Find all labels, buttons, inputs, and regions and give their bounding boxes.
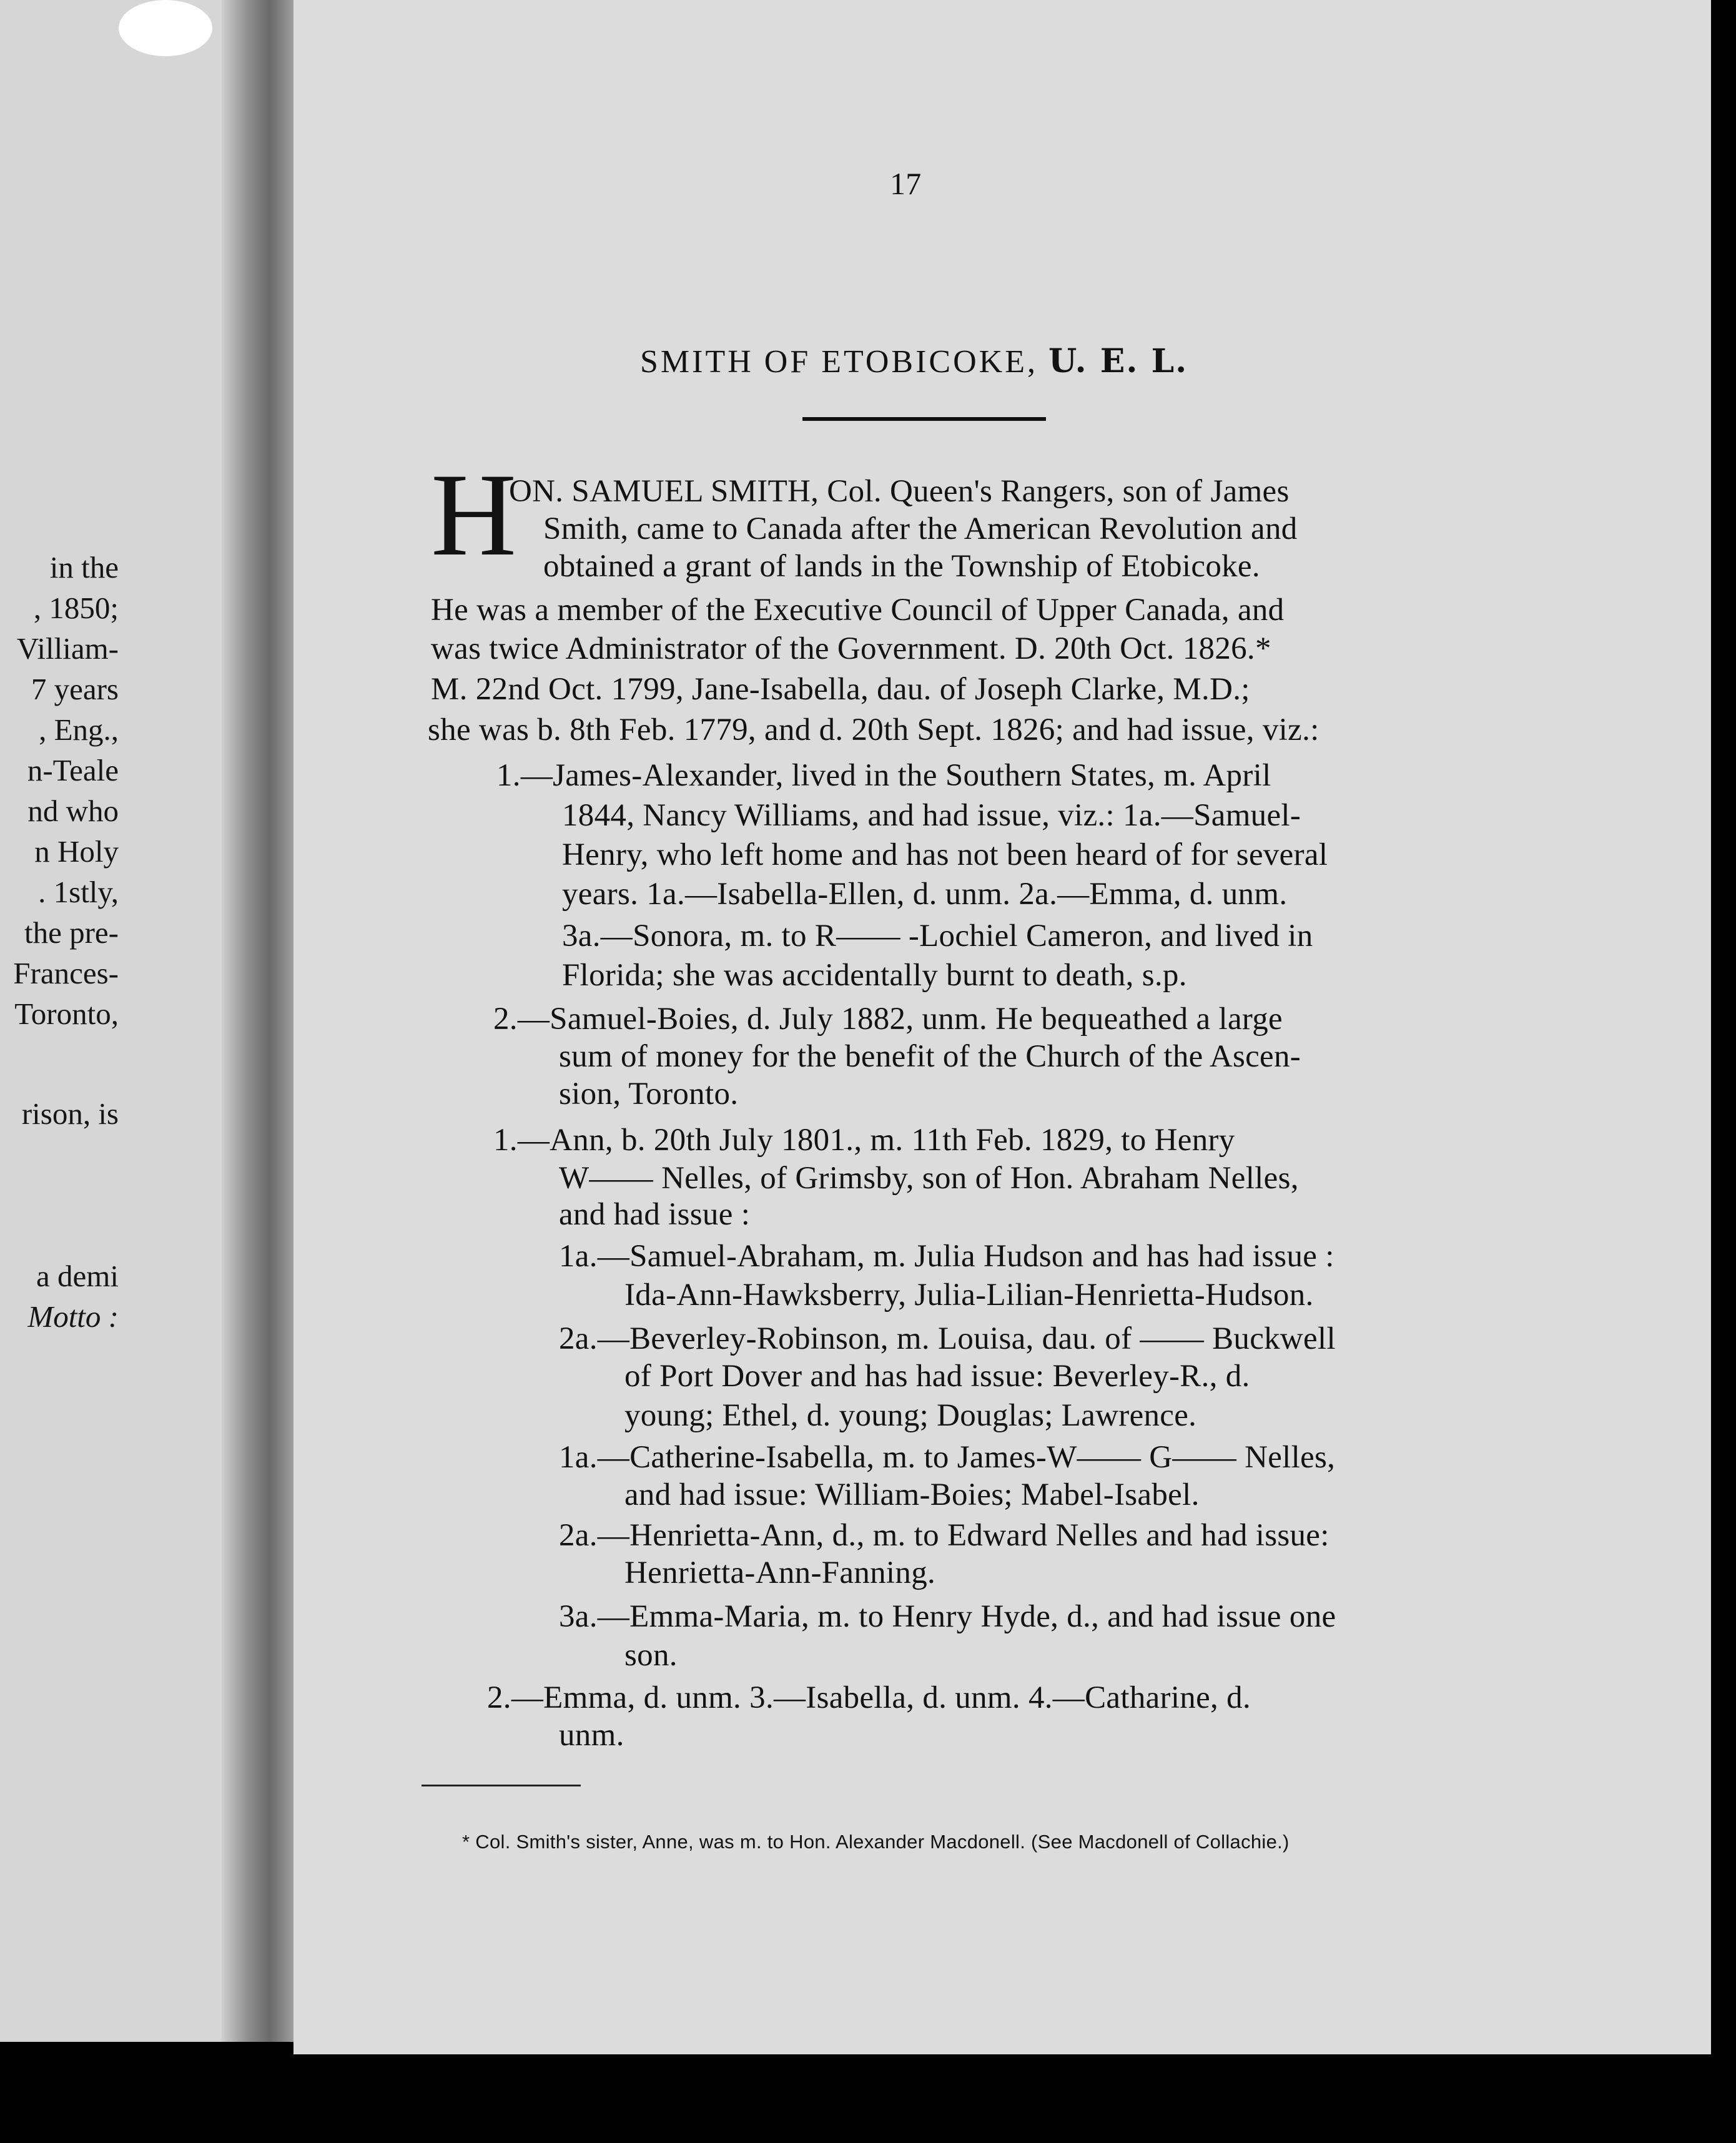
body-line: Henrietta-Ann-Fanning.	[624, 1555, 936, 1590]
body-line: and had issue :	[559, 1197, 751, 1232]
left-page-line: a demi	[36, 1259, 119, 1293]
left-page-line: 7 years	[31, 672, 119, 706]
footnote-rule	[422, 1785, 581, 1786]
body-line: M. 22nd Oct. 1799, Jane-Isabella, dau. of Joseph Clarke, M.D.;	[431, 672, 1250, 707]
body-line: He was a member of the Executive Council of Upper Canada, and	[431, 593, 1285, 628]
body-line: W—— Nelles, of Grimsby, son of Hon. Abraham Nelles,	[559, 1161, 1299, 1196]
body-line: of Port Dover and has had issue: Beverley-R., d.	[624, 1359, 1250, 1394]
left-page-line: Motto :	[27, 1299, 119, 1334]
title-text: SMITH OF ETOBICOKE,	[640, 344, 1038, 380]
body-line: 1a.—Samuel-Abraham, m. Julia Hudson and has had issue :	[559, 1239, 1334, 1274]
body-line: Henry, who left home and has not been heard of for several	[562, 837, 1328, 872]
left-page-line: Frances-	[13, 956, 119, 990]
left-page-line: Toronto,	[14, 997, 119, 1031]
left-page-line: n-Teale	[27, 753, 119, 787]
body-line: unm.	[559, 1718, 624, 1753]
body-line: 3a.—Sonora, m. to R—— -Lochiel Cameron, and lived in	[562, 919, 1313, 953]
paper-tear	[119, 0, 212, 56]
body-line: 2.—Samuel-Boies, d. July 1882, unm. He bequeathed a large	[493, 1002, 1283, 1037]
body-line: 1.—James-Alexander, lived in the Southern States, m. April	[496, 758, 1271, 793]
left-page-line: Villiam-	[16, 631, 119, 666]
body-line: years. 1a.—Isabella-Ellen, d. unm. 2a.—Emma, d. unm.	[562, 877, 1288, 912]
body-line: 1.—Ann, b. 20th July 1801., m. 11th Feb. 1829, to Henry	[493, 1123, 1235, 1158]
body-line: 2a.—Henrietta-Ann, d., m. to Edward Nelles and had issue:	[559, 1518, 1329, 1553]
body-line: Ida-Ann-Hawksberry, Julia-Lilian-Henrietta-Hudson.	[624, 1278, 1314, 1313]
body-line: 2.—Emma, d. unm. 3.—Isabella, d. unm. 4.—Catharine, d.	[487, 1680, 1251, 1715]
previous-page	[0, 0, 250, 2042]
body-line: Smith, came to Canada after the American Revolution and	[543, 511, 1298, 546]
body-line: and had issue: William-Boies; Mabel-Isabel.	[624, 1477, 1200, 1512]
left-page-line: the pre-	[24, 915, 119, 950]
body-line: son.	[624, 1638, 678, 1673]
page-number: 17	[890, 166, 922, 201]
body-line: Florida; she was accidentally burnt to death, s.p.	[562, 958, 1187, 993]
body-line: sum of money for the benefit of the Church of the Ascen-	[559, 1039, 1301, 1074]
left-page-line: nd who	[27, 794, 119, 828]
left-page-line: , Eng.,	[39, 712, 119, 747]
body-line: young; Ethel, d. young; Douglas; Lawrence.	[624, 1398, 1197, 1433]
body-line: sion, Toronto.	[559, 1076, 739, 1111]
left-page-line: , 1850;	[33, 591, 119, 625]
page-title	[640, 342, 1188, 380]
body-line: she was b. 8th Feb. 1779, and d. 20th Sept. 1826; and had issue, viz.:	[428, 712, 1319, 747]
body-line: was twice Administrator of the Government. D. 20th Oct. 1826.*	[431, 631, 1271, 666]
footnote: * Col. Smith's sister, Anne, was m. to Hon. Alexander Macdonell. (See Macdonell of Collachie.)	[462, 1831, 1290, 1853]
left-page-line: n Holy	[34, 834, 119, 869]
left-page-line: . 1stly,	[38, 875, 119, 909]
left-page-line: in the	[49, 550, 119, 584]
body-line: ON. SAMUEL SMITH, Col. Queen's Rangers, son of James	[509, 474, 1290, 509]
drop-cap: H	[431, 450, 517, 581]
body-line: 3a.—Emma-Maria, m. to Henry Hyde, d., and had issue one	[559, 1599, 1336, 1634]
body-line: 2a.—Beverley-Robinson, m. Louisa, dau. of —— Buckwell	[559, 1321, 1336, 1356]
title-rule	[802, 417, 1046, 421]
body-line: 1844, Nancy Williams, and had issue, viz.: 1a.—Samuel-	[562, 798, 1301, 833]
left-page-line: rison, is	[21, 1096, 119, 1131]
body-line: 1a.—Catherine-Isabella, m. to James-W—— G—— Nelles,	[559, 1440, 1336, 1475]
title-suffix: U. E. L.	[1048, 342, 1188, 380]
body-line: obtained a grant of lands in the Township of Etobicoke.	[543, 549, 1260, 584]
